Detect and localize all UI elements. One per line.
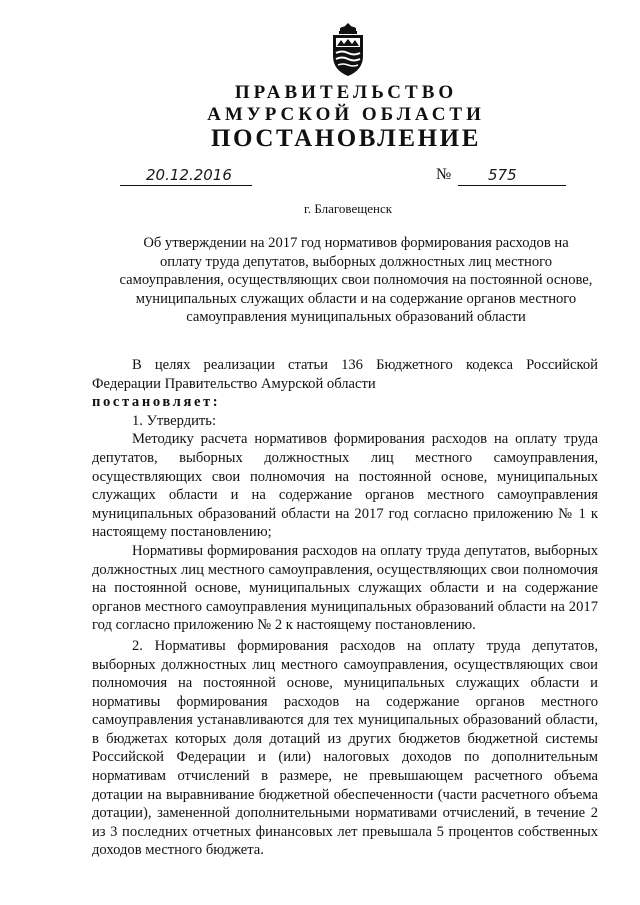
item-2-paragraph: 2. Нормативы формирования расходов на оплату труда депутатов, выборных должностных лиц местного самоуправления, осуществляющих свои полномочия на постоянной основе, муниципальных служащих области и нормативы формирования расходов на содержание органов местного самоуправления устанавливаются для тех муниципальных образований области, в бюджетах которых доля дотаций из других бюджетов бюджетной системы Российской Федерации и (или) налоговых доходов по дополнительным нормативам отчислений в размере, не превышающем расчетного объема дотации на выравнивание бюджетной обеспеченности (части расчетного объема дотации), замененной дополнительными нормативами отчислений, в течение 2 из 3 последних отчетных финансовых лет превышала 5 процентов собственных доходов местного бюджета.: [92, 637, 598, 859]
handwritten-number: 575: [488, 166, 517, 184]
title-line: муниципальных служащих области и на содержание органов местного: [135, 290, 577, 307]
title-line: самоуправления, осуществляющих свои полномочия на постоянной основе,: [119, 272, 593, 288]
doc-type-heading: ПОСТАНОВЛЕНИЕ: [210, 125, 482, 152]
date-underline: [120, 185, 252, 186]
item-1-heading: 1. Утвердить:: [132, 412, 217, 429]
number-sign: №: [436, 166, 452, 183]
date-field: [120, 166, 252, 186]
title-line: Об утверждении на 2017 год нормативов формирования расходов на: [143, 235, 569, 251]
intro-paragraph: В целях реализации статьи 136 Бюджетного кодекса Российской Федерации Правительство Амурской области: [92, 357, 598, 392]
resolve-word: постановляет:: [92, 394, 221, 411]
government-heading: ПРАВИТЕЛЬСТВО: [234, 82, 458, 103]
item-1-methodology: Методику расчета нормативов формирования расходов на оплату труда депутатов, выборных должностных лиц местного самоуправления, осуществляющих свои полномочия на постоянной основе, муниципальных служащих области и на содержание органов местного самоуправления муниципальных образований области на 2017 год согласно приложению № 1 к настоящему постановлению;: [92, 431, 598, 541]
handwritten-date: 20.12.2016: [146, 166, 232, 184]
coat-of-arms-icon: [327, 22, 369, 78]
item-1-standards: Нормативы формирования расходов на оплату труда депутатов, выборных должностных лиц местного самоуправления, осуществляющих свои полномочия на постоянной основе, муниципальных служащих области и на содержание органов местного самоуправления муниципальных образований области на 2017 год согласно приложению № 2 к настоящему постановлению.: [92, 542, 598, 634]
document-title: [112, 234, 600, 327]
city-label: г. Благовещенск: [303, 201, 393, 216]
number-underline: [458, 185, 566, 186]
title-line: оплату труда депутатов, выборных должностных лиц местного: [159, 253, 553, 270]
region-heading: АМУРСКОЙ ОБЛАСТИ: [207, 104, 485, 125]
number-field: [458, 166, 566, 186]
document-body: [92, 356, 598, 860]
title-line: самоуправления муниципальных образований области: [186, 309, 526, 325]
